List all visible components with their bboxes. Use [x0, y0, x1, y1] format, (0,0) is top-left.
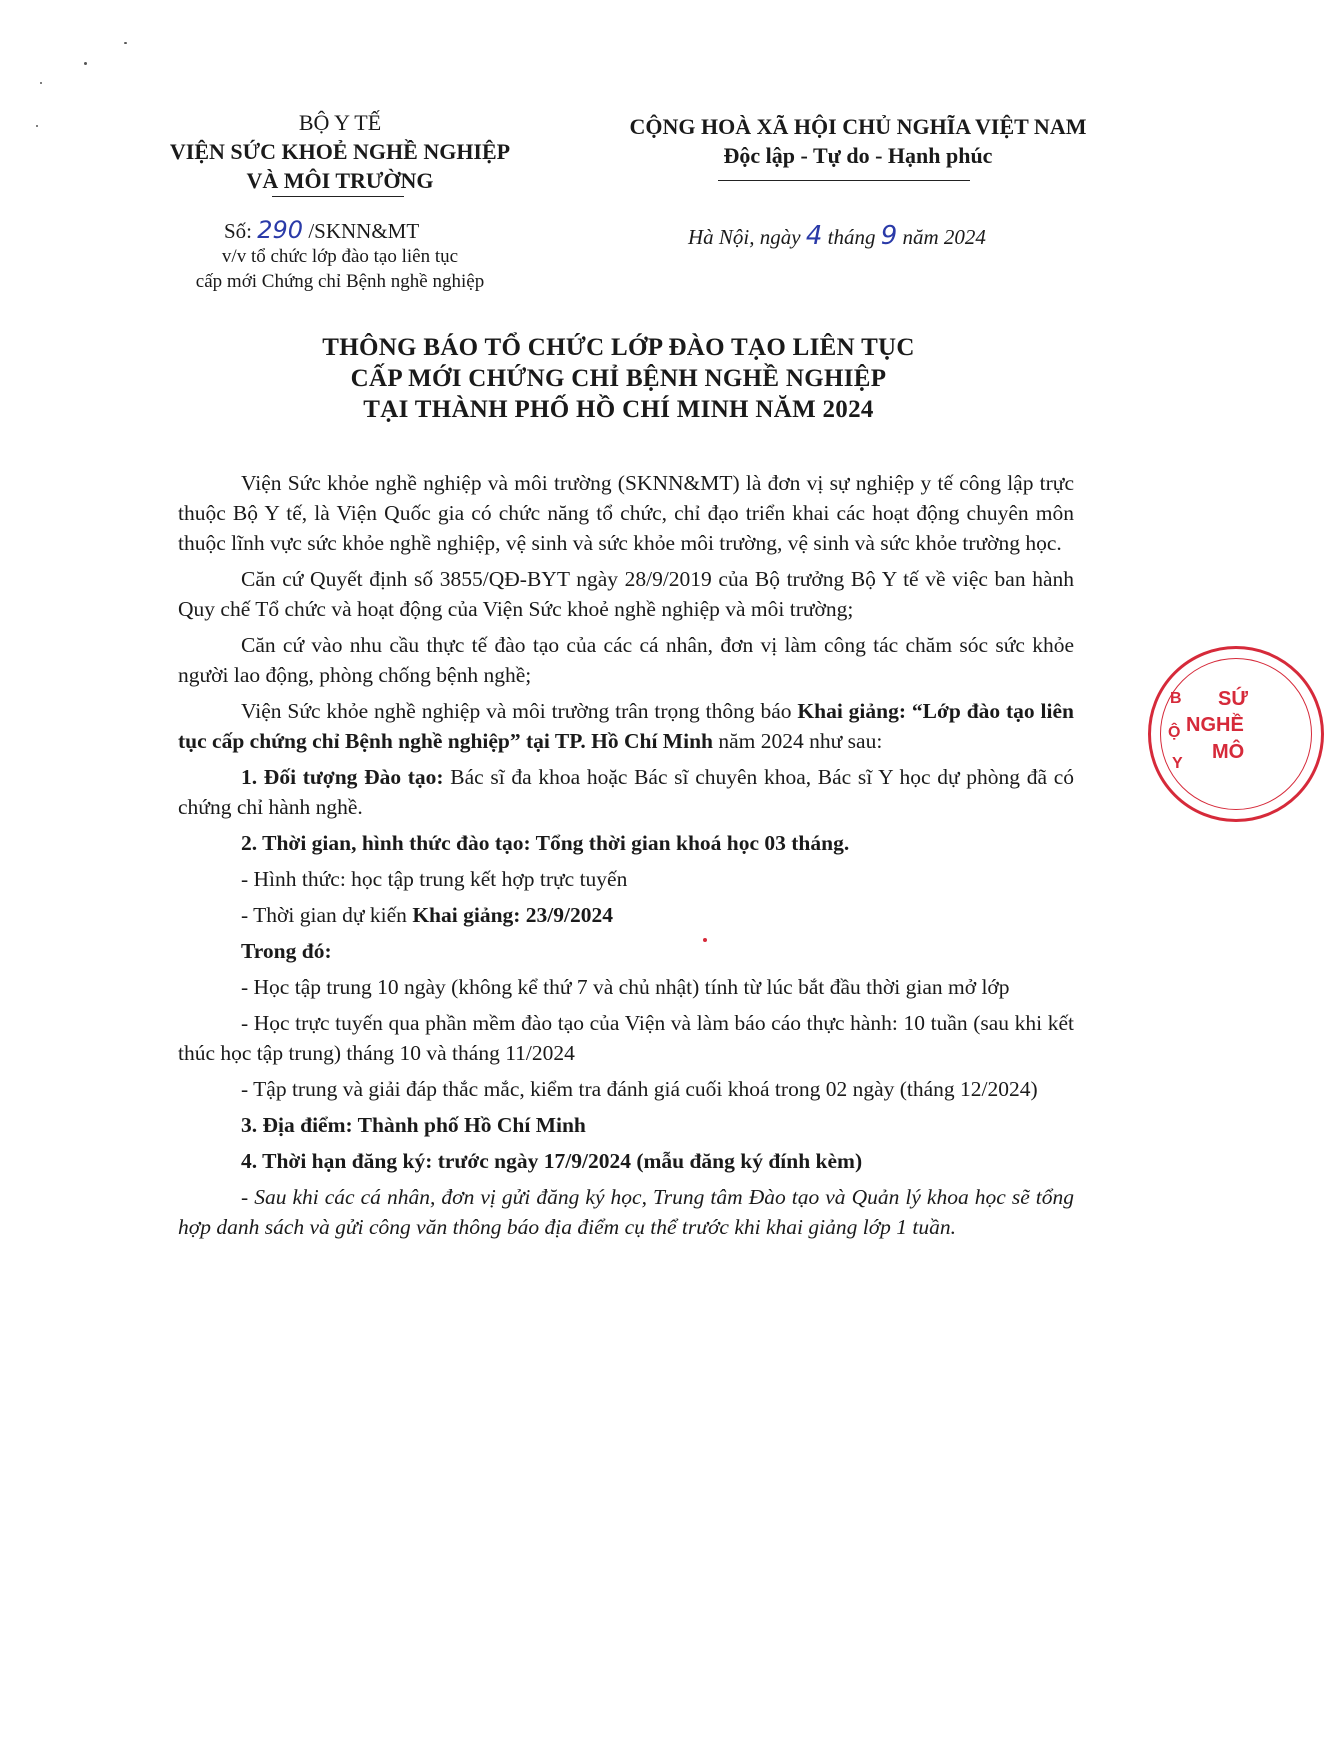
document-body [178, 468, 1074, 1248]
date-day-handwritten: 4 [805, 221, 823, 251]
start-date-value: Khai giảng: 23/9/2024 [412, 903, 614, 927]
schedule-item-final: - Tập trung và giải đáp thắc mắc, kiểm tra đánh giá cuối khoá trong 02 ngày (tháng 12/2024) [241, 1077, 1038, 1101]
paragraph-intro: Viện Sức khỏe nghề nghiệp và môi trường (SKNN&MT) là đơn vị sự nghiệp y tế công lập trực thuộc Bộ Y tế, là Viện Quốc gia có chức năng tổ chức, chỉ đạo triển khai các hoạt động chuyên môn thuộc lĩnh vực sức khỏe nghề nghiệp, vệ sinh và sức khỏe môi trường, vệ sinh và sức khỏe trường học. [178, 471, 1074, 555]
scan-speck [40, 82, 42, 84]
seal-text-2: NGHỀ [1186, 714, 1244, 736]
paragraph-legal-basis: Căn cứ Quyết định số 3855/QĐ-BYT ngày 28/9/2019 của Bộ trưởng Bộ Y tế về việc ban hành Quy chế Tổ chức và hoạt động của Viện Sức khoẻ nghề nghiệp và môi trường; [178, 567, 1074, 621]
document-number-handwritten: 290 [257, 216, 304, 244]
date-year: năm 2024 [902, 225, 986, 249]
motto-underline [718, 180, 970, 181]
subject-line1: v/v tổ chức lớp đào tạo liên tục [221, 246, 459, 267]
seal-ring-letter-2: Ộ [1168, 724, 1181, 741]
section-1-label: 1. Đối tượng Đào tạo: [241, 765, 444, 789]
scan-speck [84, 62, 87, 65]
national-header [608, 112, 1108, 170]
national-motto: Độc lập - Tự do - Hạnh phúc [723, 143, 993, 168]
schedule-item-onsite: - Học tập trung 10 ngày (không kể thứ 7 và chủ nhật) tính từ lúc bắt đầu thời gian mở lớp [241, 975, 1010, 999]
scan-speck [36, 125, 38, 127]
document-title [0, 332, 1237, 425]
start-date-label: - Thời gian dự kiến [241, 903, 413, 927]
format-line: - Hình thức: học tập trung kết hợp trực tuyến [241, 867, 628, 891]
issuing-agency-header [150, 108, 530, 195]
subject-line2: cấp mới Chứng chỉ Bệnh nghề nghiệp [195, 271, 485, 292]
institute-name-line2: VÀ MÔI TRƯỜNG [246, 168, 434, 193]
section-target-audience [178, 762, 1074, 822]
registration-note: - Sau khi các cá nhân, đơn vị gửi đăng ký học, Trung tâm Đào tạo và Quản lý khoa học sẽ tổng hợp danh sách và gửi công văn thông báo địa điểm cụ thể trước khi khai giảng lớp 1 tuần. [178, 1185, 1074, 1239]
agency-underline [272, 196, 404, 197]
start-date-line [178, 900, 1074, 930]
schedule-item-online: - Học trực tuyến qua phần mềm đào tạo của Viện và làm báo cáo thực hành: 10 tuần (sau khi kết thúc học tập trung) tháng 10 và tháng 11/2024 [178, 1011, 1074, 1065]
title-line1: THÔNG BÁO TỔ CHỨC LỚP ĐÀO TẠO LIÊN TỤC [322, 334, 915, 361]
document-number-suffix: /SKNN&MT [308, 219, 420, 243]
ministry-name: BỘ Y TẾ [298, 110, 382, 135]
date-month-label: tháng [827, 225, 876, 249]
section-time-format: 2. Thời gian, hình thức đào tạo: Tổng thời gian khoá học 03 tháng. [241, 831, 850, 855]
announcement-course: Khai giảng: “Lớp đào tạo liên tục cấp chứng chỉ Bệnh nghề nghiệp” tại TP. Hồ Chí Minh [178, 699, 1074, 753]
subject-summary [150, 244, 530, 294]
document-number-prefix: Số: [224, 219, 253, 243]
seal-ring-letter-3: Y [1172, 755, 1183, 772]
paragraph-needs-basis: Căn cứ vào nhu cầu thực tế đào tạo của các cá nhân, đơn vị làm công tác chăm sóc sức khỏe người lao động, phòng chống bệnh nghề; [178, 633, 1074, 687]
date-place: Hà Nội, ngày [688, 225, 801, 249]
title-line2: CẤP MỚI CHỨNG CHỈ BỆNH NGHỀ NGHIỆP [350, 365, 887, 392]
section-location: 3. Địa điểm: Thành phố Hồ Chí Minh [241, 1113, 586, 1137]
announcement-intro: Viện Sức khỏe nghề nghiệp và môi trường trân trọng thông báo [241, 699, 798, 723]
in-which-heading: Trong đó: [241, 939, 332, 963]
paragraph-announcement [178, 696, 1074, 756]
seal-text-3: MÔ [1212, 741, 1245, 763]
country-name: CỘNG HOÀ XÃ HỘI CHỦ NGHĨA VIỆT NAM [629, 114, 1087, 139]
institute-name-line1: VIỆN SỨC KHOẺ NGHỀ NGHIỆP [169, 139, 511, 164]
document-number [224, 216, 419, 245]
announcement-tail: năm 2024 như sau: [713, 729, 883, 753]
section-registration-deadline: 4. Thời hạn đăng ký: trước ngày 17/9/2024 (mẫu đăng ký đính kèm) [241, 1149, 863, 1173]
scan-speck [124, 42, 127, 44]
issue-date [688, 222, 986, 251]
seal-text-1: SỨ [1218, 688, 1248, 710]
seal-ring-letter-1: B [1170, 690, 1182, 707]
title-line3: TẠI THÀNH PHỐ HỒ CHÍ MINH NĂM 2024 [363, 396, 874, 423]
date-month-handwritten: 9 [880, 221, 898, 251]
section-1-text: Bác sĩ đa khoa hoặc Bác sĩ chuyên khoa, Bác sĩ Y học dự phòng đã có chứng chỉ hành nghề. [178, 765, 1074, 819]
